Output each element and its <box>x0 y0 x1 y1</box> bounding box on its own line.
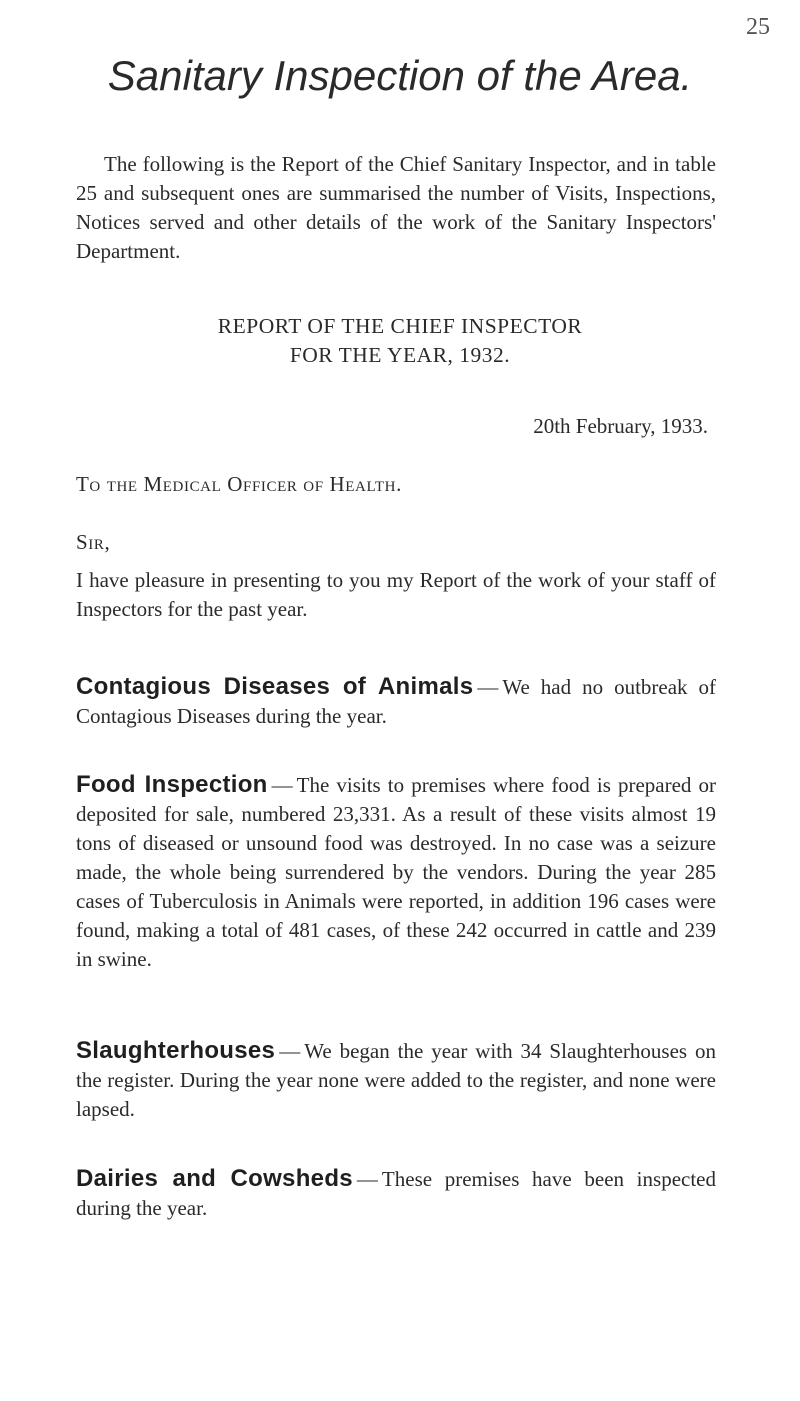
report-heading <box>0 312 800 370</box>
section-heading: Slaughterhouses <box>76 1037 276 1064</box>
section-separator: — <box>279 1039 301 1063</box>
page-number: 25 <box>746 14 770 40</box>
section-food-inspection <box>76 770 716 974</box>
page-title: Sanitary Inspection of the Area. <box>107 52 693 99</box>
section-separator: — <box>271 773 293 797</box>
section-heading: Food Inspection <box>76 771 268 798</box>
report-date: 20th February, 1933. <box>533 414 708 438</box>
intro-paragraph: The following is the Report of the Chief Sanitary Inspector, and in table 25 and subsequent ones are summarised the number of Visits, Inspections, Notices served and other details of the work of the Sanitary Inspectors' Department. <box>76 152 716 263</box>
section-slaughterhouses <box>76 1036 716 1124</box>
report-heading-line2: FOR THE YEAR, 1932. <box>289 343 511 367</box>
addressee: To the Medical Officer of Health. <box>76 472 402 496</box>
section-heading: Dairies and Cowsheds <box>76 1165 353 1192</box>
salutation: Sir, <box>76 530 111 554</box>
section-separator: — <box>477 675 499 699</box>
section-text: The visits to premises where food is prepared or deposited for sale, numbered 23,331. As a result of these visits almost 19 tons of diseased or unsound food was destroyed. In no case was a seizure made, the whole being surrendered by the vendors. During the year 285 cases of Tuberculosis in Animals were reported, in addition 196 cases were found, making a total of 481 cases, of these 242 occurred in cattle and 239 in swine. <box>76 773 716 971</box>
section-text: We began the year with 34 Slaughterhouses on the register. During the year none were added to the register, and none were lapsed. <box>76 1039 716 1121</box>
section-text: We had no outbreak of Contagious Diseases during the year. <box>76 675 717 728</box>
section-heading: Contagious Diseases of Animals <box>76 673 474 700</box>
section-contagious-diseases <box>76 672 716 731</box>
section-text: These premises have been inspected during the year. <box>76 1167 716 1220</box>
section-separator: — <box>356 1167 378 1191</box>
opening-paragraph: I have pleasure in presenting to you my Report of the work of your staff of Inspectors for the past year. <box>76 568 716 621</box>
section-dairies-cowsheds <box>76 1164 716 1223</box>
report-heading-line1: REPORT OF THE CHIEF INSPECTOR <box>217 314 583 338</box>
